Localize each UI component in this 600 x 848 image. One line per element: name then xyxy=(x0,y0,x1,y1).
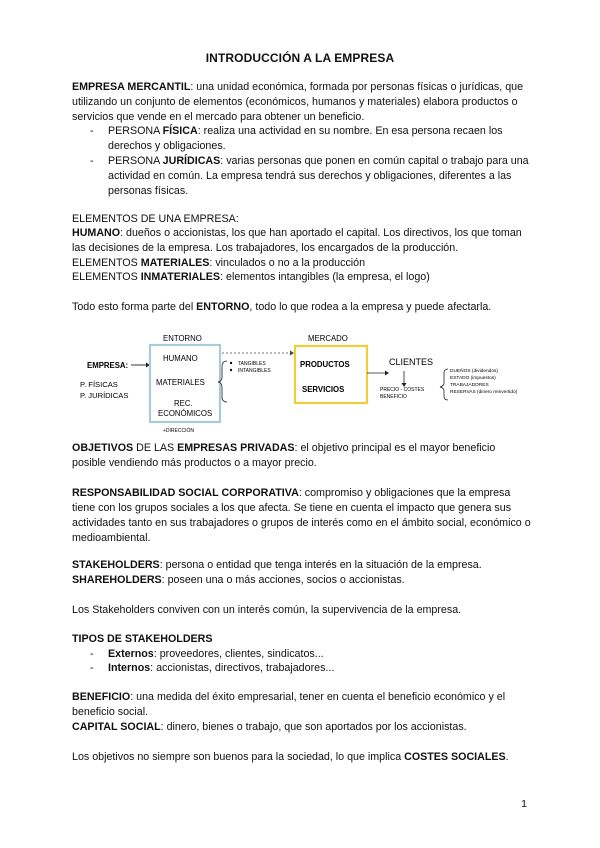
internos-term: Internos xyxy=(108,662,151,674)
beneficio-paragraph: BENEFICIO: una medida del éxito empresarial, tener en cuenta el beneficio económico y el beneficio social. xyxy=(72,691,506,718)
tipos-heading: TIPOS DE STAKEHOLDERS xyxy=(72,633,213,645)
page-title: INTRODUCCIÓN A LA EMPRESA xyxy=(205,51,395,65)
empresa-mercantil-paragraph xyxy=(72,80,532,125)
materiales-line: ELEMENTOS MATERIALES: vinculados o no a la producción xyxy=(72,257,366,269)
diagram-label-rec: REC. xyxy=(174,399,193,408)
empresas-privadas-term: EMPRESAS PRIVADAS xyxy=(177,442,295,454)
list-item: - Externos: proveedores, clientes, sindicatos... xyxy=(90,648,324,660)
rsc-paragraph: RESPONSABILIDAD SOCIAL CORPORATIVA: compromiso y obligaciones que la empresa tiene con los grupos sociales a los que afecta. Se tiene en cuenta el impacto que genera sus actividades tanto en sus trabajadores o grupos de interés como en el ámbito social, económico o medioambiental. xyxy=(72,487,531,544)
brace-beneficio xyxy=(440,369,448,400)
inmateriales-term: INMATERIALES xyxy=(140,271,221,283)
diagram-label-trabajadores: TRABAJADORES xyxy=(450,383,489,388)
rsc-term: RESPONSABILIDAD SOCIAL CORPORATIVA xyxy=(72,487,299,499)
diagram-label-economicos: ECONÓMICOS xyxy=(158,409,213,418)
capital-social-line: CAPITAL SOCIAL: dinero, bienes o trabajo, que son aportados por los accionistas. xyxy=(72,721,467,733)
diagram-label-entorno: ENTORNO xyxy=(163,334,202,343)
diagram-label-intangibles: INTANGIBLES xyxy=(238,368,271,374)
externos-term: Externos xyxy=(108,648,154,660)
diagram-label-mercado: MERCADO xyxy=(308,334,348,343)
diagram-label-humano: HUMANO xyxy=(163,354,198,363)
diagram-label-estado: ESTADO (impuestos) xyxy=(450,376,496,381)
objetivos-paragraph: OBJETIVOS DE LAS EMPRESAS PRIVADAS: el objetivo principal es el mayor beneficio posible vendiendo más productos o a mayor precio. xyxy=(72,442,496,469)
stakeholders-term: STAKEHOLDERS xyxy=(72,559,160,571)
list-item: - Internos: accionistas, directivos, trabajadores... xyxy=(90,662,335,674)
humano-term: HUMANO xyxy=(72,227,121,239)
diagram-label-materiales: MATERIALES xyxy=(156,378,205,387)
diagram-label-p-juridicas: P. JURÍDICAS xyxy=(80,391,129,400)
mercado-box xyxy=(295,346,367,403)
elementos-heading: ELEMENTOS DE UNA EMPRESA: xyxy=(72,213,239,225)
diagram-label-direccion: +DIRECCIÓN xyxy=(163,428,194,434)
conviven-paragraph: Los Stakeholders conviven con un interés común, la supervivencia de la empresa. xyxy=(72,604,462,616)
diagram-label-clientes: CLIENTES xyxy=(389,357,434,367)
diagram-label-productos: PRODUCTOS xyxy=(300,360,350,369)
diagram-label-reservas: RESERVAS (dinero reinvertido) xyxy=(450,390,518,395)
persona-fisica-term: FÍSICA xyxy=(162,125,198,137)
empresa-mercantil-term: EMPRESA MERCANTIL xyxy=(72,81,191,93)
list-item: - PERSONA JURÍDICAS: varias personas que ponen en común capital o trabajo para una actividad en común. La empresa tendrá sus derechos y obligaciones, diferentes a las personas físicas. xyxy=(90,155,529,197)
empresa-diagram xyxy=(0,325,600,435)
diagram-label-servicios: SERVICIOS xyxy=(302,385,345,394)
arrowhead xyxy=(385,371,389,376)
stakeholders-line: STAKEHOLDERS: persona o entidad que tenga interés en la situación de la empresa. xyxy=(72,559,482,571)
bullet-icon xyxy=(230,369,232,371)
diagram-label-precio-costes: PRECIO - COSTES xyxy=(380,387,425,393)
shareholders-line: SHAREHOLDERS: poseen una o más acciones, socios o accionistas. xyxy=(72,574,405,586)
list-item: - PERSONA FÍSICA: realiza una actividad en su nombre. En esa persona recaen los derechos y obligaciones. xyxy=(90,125,503,152)
bullet-icon xyxy=(230,362,232,364)
entorno-paragraph: Todo esto forma parte del ENTORNO, todo lo que rodea a la empresa y puede afectarla. xyxy=(72,301,492,313)
shareholders-term: SHAREHOLDERS xyxy=(72,574,162,586)
capital-social-term: CAPITAL SOCIAL xyxy=(72,721,161,733)
inmateriales-line: ELEMENTOS INMATERIALES: elementos intangibles (la empresa, el logo) xyxy=(72,271,430,283)
diagram-label-empresa: EMPRESA: xyxy=(87,361,129,370)
arrowhead xyxy=(290,351,294,356)
page-number: 1 xyxy=(521,798,527,810)
diagram-label-p-fisicas: P. FÍSICAS xyxy=(80,380,118,389)
diagram-label-beneficio: BENEFICIO xyxy=(380,394,407,400)
materiales-term: MATERIALES xyxy=(140,257,210,269)
beneficio-term: BENEFICIO xyxy=(72,691,131,703)
empresa-mercantil-definition: : una unidad económica, formada por personas físicas o jurídicas, que utilizando un conjunto de elementos (económicos, humanos y materiales) elabora productos o servicios que vende en el mercado para obtener un beneficio. xyxy=(72,81,524,123)
entorno-term: ENTORNO xyxy=(196,301,250,313)
diagram-label-duenos: DUEÑOS (dividendos) xyxy=(450,369,498,374)
humano-paragraph: HUMANO: dueños o accionistas, los que han aportado el capital. Los directivos, los que toman las decisiones de la empresa. Los trabajadores, los encargados de la producción. xyxy=(72,227,522,254)
costes-sociales-term: COSTES SOCIALES xyxy=(404,751,506,763)
diagram-label-tangibles: TANGIBLES xyxy=(238,361,266,367)
persona-juridicas-term: JURÍDICAS xyxy=(162,155,221,167)
costes-sociales-paragraph: Los objetivos no siempre son buenos para la sociedad, lo que implica COSTES SOCIALES. xyxy=(72,751,509,763)
objetivos-term: OBJETIVOS xyxy=(72,442,134,454)
